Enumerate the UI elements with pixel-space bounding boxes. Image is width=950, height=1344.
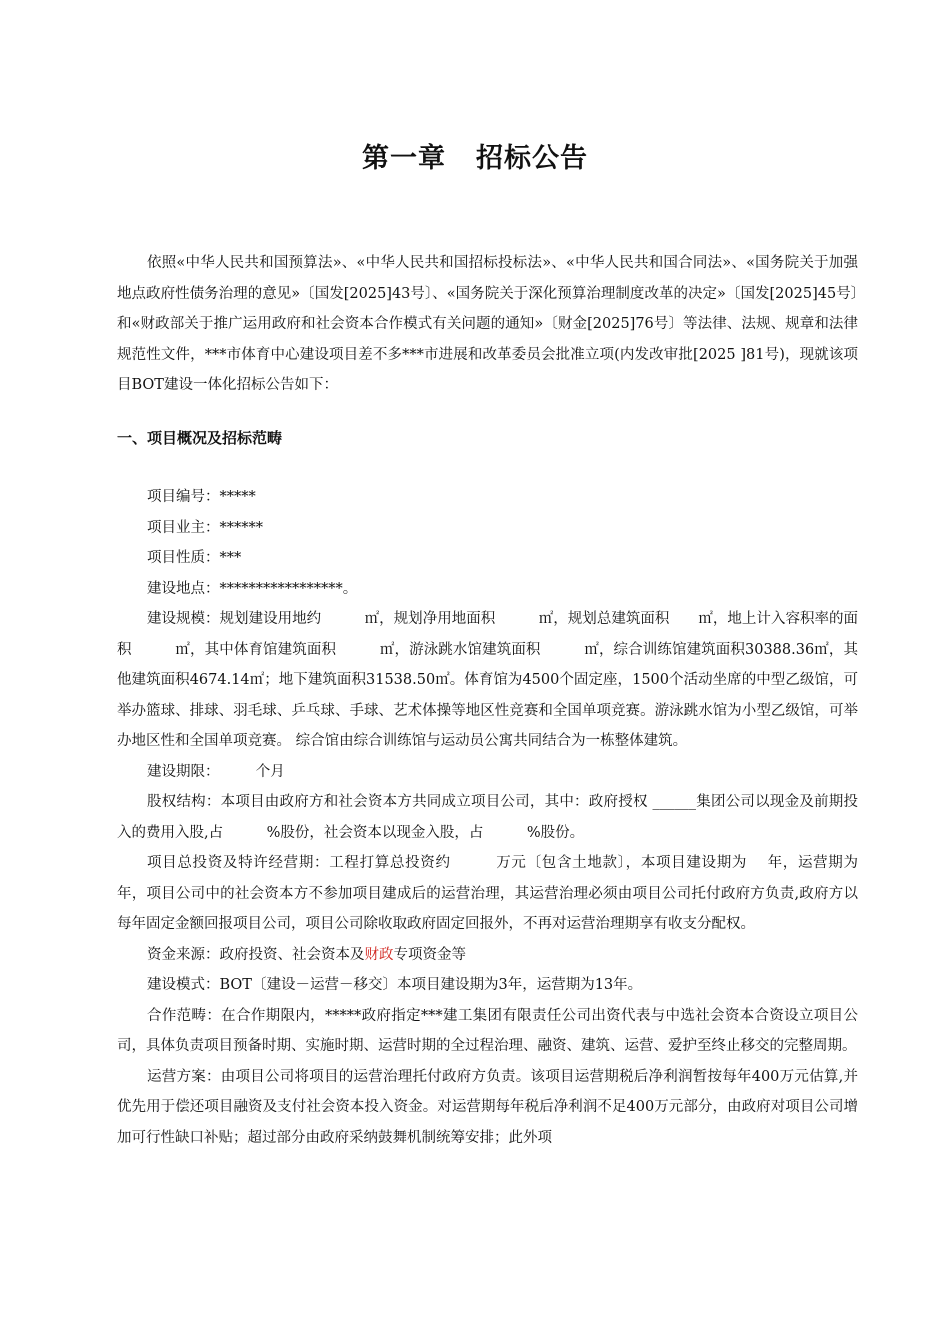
- project-period: 建设期限： 个月: [147, 763, 285, 780]
- project-location: 建设地点：*****************。: [147, 580, 358, 597]
- funding-text-a: 资金来源：政府投资、社会资本及: [147, 946, 365, 963]
- intro-paragraph: 依照«中华人民共和国预算法»、«中华人民共和国招标投标法»、«中华人民共和国合同法»、«国务院关于加强地点政府性债务治理的意见»〔国发[2025]43号〕、«国务院关于深化预算治理制度改革的决定»〔国发[2025]45号〕和«财政部关于推广运用政府和社会资本合作模式有关问题的通知»〔财金[2025]76号〕等法律、法规、规章和法律规范性文件，***市体育中心建设项目差不多***市进展和改革委员会批准立项(内发改审批[2025 ]81号)，现就该项目BOT建设一体化招标公告如下：: [117, 255, 858, 393]
- chapter-title: [0, 136, 950, 175]
- project-funding: [117, 940, 858, 971]
- funding-text-b: 专项资金等: [393, 946, 466, 963]
- funding-highlight: 财政: [364, 946, 394, 963]
- project-operation: 运营方案：由项目公司将项目的运营治理托付政府方负责。该项目运营期税后净利润暂按每年400万元估算,并优先用于偿还项目融资及支付社会资本投入资金。对运营期每年税后净利润不足400万元部分，由政府对项目公司增加可行性缺口补贴；超过部分由政府采纳鼓舞机制统筹安排；此外项: [117, 1068, 858, 1146]
- project-details: [117, 482, 887, 1153]
- chapter-number: 第一章: [362, 143, 446, 174]
- project-equity: 股权结构：本项目由政府方和社会资本方共同成立项目公司，其中：政府授权 ______集团公司以现金及前期投入的费用入股,占 %股份，社会资本以现金入股，占 %股份。: [117, 794, 858, 841]
- project-investment: 项目总投资及特许经营期：工程打算总投资约 万元〔包含土地款〕，本项目建设期为 年，运营期为 年，项目公司中的社会资本方不参加项目建成后的运营治理，其运营治理必须由项目公司托付政府方负责,政府方以每年固定金额回报项目公司，项目公司除收取政府固定回报外，不再对运营治理期享有收支分配权。: [117, 855, 887, 932]
- intro-block: [117, 248, 858, 401]
- project-mode: 建设模式：BOT〔建设－运营－移交〕本项目建设期为3年，运营期为13年。: [147, 977, 643, 993]
- section-heading: 一、项目概况及招标范畴: [117, 429, 283, 447]
- project-scope: 合作范畴：在合作期限内，*****政府指定***建工集团有限责任公司出资代表与中选社会资本合资设立项目公司，具体负责项目预备时期、实施时期、运营时期的全过程治理、融资、建筑、运营、爱护至终止移交的完整周期。: [117, 1007, 858, 1054]
- project-scale: 建设规模：规划建设用地约 ㎡，规划净用地面积 ㎡，规划总建筑面积 ㎡，地上计入容积率的面积 ㎡，其中体育馆建筑面积 ㎡，游泳跳水馆建筑面积 ㎡，综合训练馆建筑面积30388.36㎡，其他建筑面积4674.14㎡；地下建筑面积31538.50㎡。体育馆为4500个固定座，1500个活动坐席的中型乙级馆，可举办篮球、排球、羽毛球、乒乓球、手球、艺术体操等地区性竞赛和全国单项竞赛。游泳跳水馆为小型乙级馆，可举办地区性和全国单项竞赛。 综合馆由综合训练馆与运动员公寓共同结合为一栋整体建筑。: [117, 611, 858, 749]
- project-number: 项目编号：*****: [147, 489, 256, 505]
- project-owner: 项目业主：******: [147, 519, 263, 536]
- chapter-name: 招标公告: [476, 143, 588, 174]
- project-nature: 项目性质：***: [147, 550, 242, 566]
